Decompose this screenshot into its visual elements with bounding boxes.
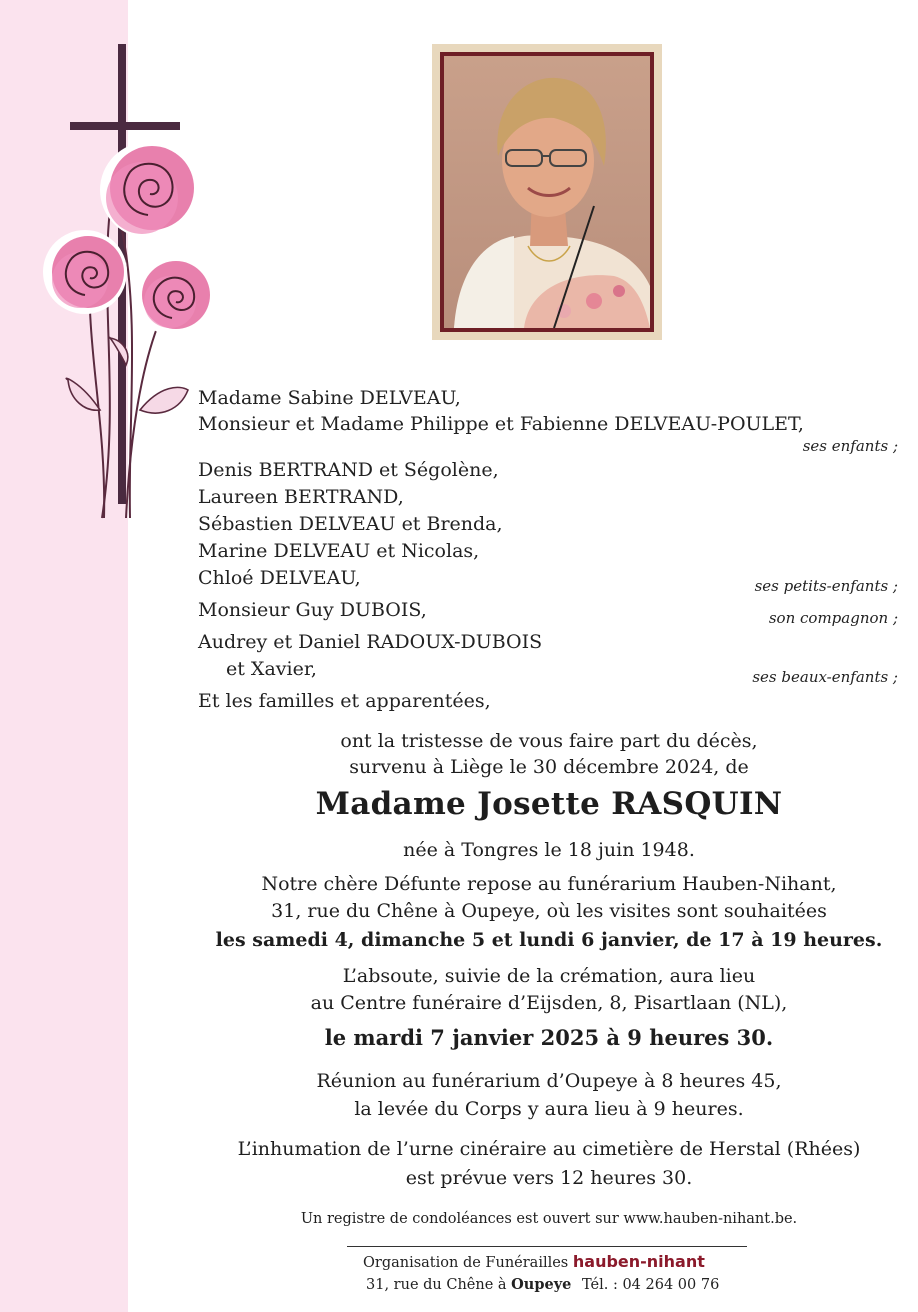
visits-line: Notre chère Défunte repose au funérarium Hauben-Nihant, — [261, 873, 837, 895]
meeting-line: Réunion au funérarium d’Oupeye à 8 heures 45, — [316, 1070, 782, 1092]
visits-schedule: les samedi 4, dimanche 5 et lundi 6 janvier, de 17 à 19 heures. — [215, 929, 883, 951]
ceremony-line: L’absoute, suivie de la crémation, aura lieu — [342, 965, 756, 987]
portrait-frame — [432, 44, 662, 340]
family-line: et Xavier, — [226, 658, 317, 680]
portrait-border — [440, 52, 654, 332]
burial-line: L’inhumation de l’urne cinéraire au cimetière de Herstal (Rhées) — [237, 1138, 861, 1160]
footer-organisation — [363, 1252, 705, 1271]
birth-line: née à Tongres le 18 juin 1948. — [403, 839, 695, 861]
rose-icon — [43, 230, 127, 314]
cross-and-roses — [30, 40, 225, 525]
footer-org-label: Organisation de Funérailles — [363, 1255, 569, 1271]
footer-divider — [347, 1246, 747, 1247]
footer-address — [366, 1276, 719, 1293]
family-line: Marine DELVEAU et Nicolas, — [198, 540, 480, 562]
family-line: Chloé DELVEAU, — [198, 567, 361, 589]
footer-phone: Tél. : 04 264 00 76 — [581, 1277, 720, 1293]
announcement-line: survenu à Liège le 30 décembre 2024, de — [349, 756, 749, 778]
family-line: Sébastien DELVEAU et Brenda, — [198, 513, 503, 535]
visits-line: 31, rue du Chêne à Oupeye, où les visites sont souhaitées — [271, 900, 827, 922]
ceremony-date: le mardi 7 janvier 2025 à 9 heures 30. — [324, 1025, 774, 1050]
family-line: Laureen BERTRAND, — [198, 486, 404, 508]
role-label: ses enfants ; — [802, 437, 898, 455]
footer-town: Oupeye — [511, 1276, 572, 1293]
portrait-photo — [444, 56, 650, 328]
family-line: Et les familles et apparentées, — [198, 690, 491, 712]
role-label: son compagnon ; — [768, 609, 898, 627]
role-label: ses petits-enfants ; — [754, 577, 898, 595]
family-line: Madame Sabine DELVEAU, — [198, 387, 461, 409]
role-label: ses beaux-enfants ; — [752, 668, 898, 686]
brand-logo: hauben-nihant — [572, 1252, 705, 1271]
footer-address-text: 31, rue du Chêne à — [366, 1277, 507, 1293]
rose-icon — [133, 255, 213, 335]
rose-icon — [100, 142, 196, 238]
family-line: Monsieur et Madame Philippe et Fabienne DELVEAU-POULET, — [198, 413, 804, 435]
ceremony-line: au Centre funéraire d’Eijsden, 8, Pisartlaan (NL), — [310, 992, 788, 1014]
announcement-line: ont la tristesse de vous faire part du décès, — [340, 730, 758, 752]
deceased-name: Madame Josette RASQUIN — [315, 786, 783, 822]
family-line: Monsieur Guy DUBOIS, — [198, 599, 427, 621]
burial-line: est prévue vers 12 heures 30. — [405, 1167, 693, 1189]
registry-link: Un registre de condoléances est ouvert sur www.hauben-nihant.be. — [300, 1211, 798, 1227]
meeting-line: la levée du Corps y aura lieu à 9 heures. — [354, 1098, 744, 1120]
family-line: Denis BERTRAND et Ségolène, — [198, 459, 499, 481]
family-line: Audrey et Daniel RADOUX-DUBOIS — [198, 631, 543, 653]
